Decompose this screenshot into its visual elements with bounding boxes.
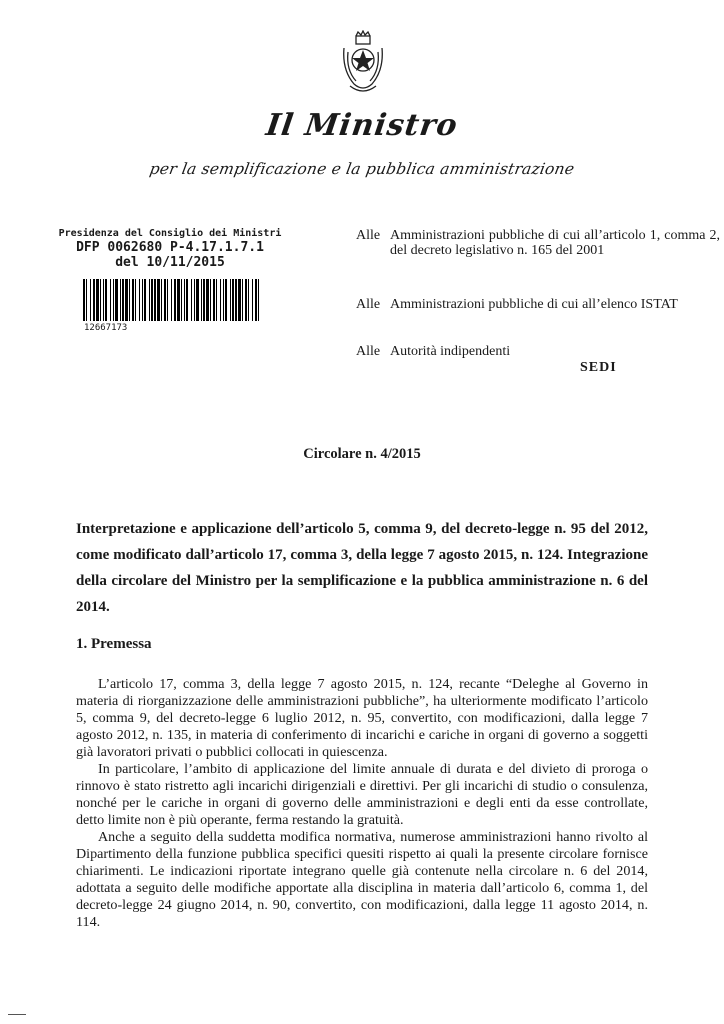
recipient-prefix: Alle — [356, 344, 381, 359]
circular-title: Circolare n. 4/2015 — [303, 446, 421, 462]
recipient-prefix: Alle — [356, 297, 381, 312]
recipient-prefix: Alle — [356, 228, 381, 243]
body-paragraph: L’articolo 17, comma 3, della legge 7 agosto 2015, n. 124, recante “Deleghe al Governo in materia di riorganizzazione delle amministrazioni pubbliche”, ha ulteriormente modificato l’articolo 5, comma 9, del decreto-legge 6 luglio 2012, n. 95, convertito, con modificazioni, dalla legge 7 agosto 2012, n. 135, in materia di conferimento di incarichi e cariche in organi di governo a soggetti già lavoratori privati o pubblici collocati in quiescenza. — [76, 676, 648, 760]
margin-mark — [8, 1014, 26, 1015]
italian-republic-emblem-icon — [336, 30, 390, 100]
recipient-2 — [356, 297, 720, 329]
recipient-text: Amministrazioni pubbliche di cui all’elenco ISTAT — [390, 297, 678, 312]
section-heading: 1. Premessa — [76, 636, 152, 652]
protocol-office: Presidenza del Consiglio dei Ministri — [58, 228, 282, 239]
recipient-3 — [356, 344, 720, 360]
body-paragraph: Anche a seguito della suddetta modifica normativa, numerose amministrazioni hanno rivolto al Dipartimento della funzione pubblica specifici quesiti rispetto ai quali la presente circolare fornisce chiarimenti. Le indicazioni riportate integrano quelle già contenute nella circolare n. 6 del 2014, adottata a seguito delle modifiche apportate alla disciplina in materia dall’articolo 6, comma 1, del decreto-legge 24 giugno 2014, n. 90, convertito, con modificazioni, dalla legge 11 agosto 2014, n. 114. — [76, 829, 648, 930]
minister-title: Il Ministro — [263, 108, 461, 143]
body-paragraph: In particolare, l’ambito di applicazione del limite annuale di durata e del divieto di proroga o rinnovo è stato ristretto agli incarichi dirigenziali e direttivi. Per gli incarichi di studio o consulenza, nonché per le cariche in organi di governo delle amministrazioni e degli enti da esse controllate, detto limite non è più operante, ferma restando la gratuità. — [76, 761, 648, 828]
protocol-stamp — [50, 228, 290, 270]
section-body — [76, 676, 648, 931]
minister-subtitle: per la semplificazione e la pubblica amministrazione — [148, 160, 576, 178]
recipient-text: Autorità indipendenti — [390, 344, 511, 359]
barcode-number: 12667173 — [84, 323, 128, 333]
recipient-text: Amministrazioni pubbliche di cui all’articolo 1, comma 2, del decreto legislativo n. 165 del 2001 — [390, 228, 720, 258]
recipient-1 — [356, 228, 720, 276]
sedi-label: SEDI — [580, 360, 617, 375]
barcode-icon — [83, 279, 259, 321]
protocol-number: DFP 0062680 P-4.17.1.7.1 — [76, 240, 264, 255]
protocol-date: del 10/11/2015 — [115, 255, 225, 270]
circular-subject: Interpretazione e applicazione dell’articolo 5, comma 9, del decreto-legge n. 95 del 2012, come modificato dall’articolo 17, comma 3, della legge 7 agosto 2015, n. 124. Integrazione della circolare del Ministro per la semplificazione e la pubblica amministrazione n. 6 del 2014. — [76, 521, 648, 615]
